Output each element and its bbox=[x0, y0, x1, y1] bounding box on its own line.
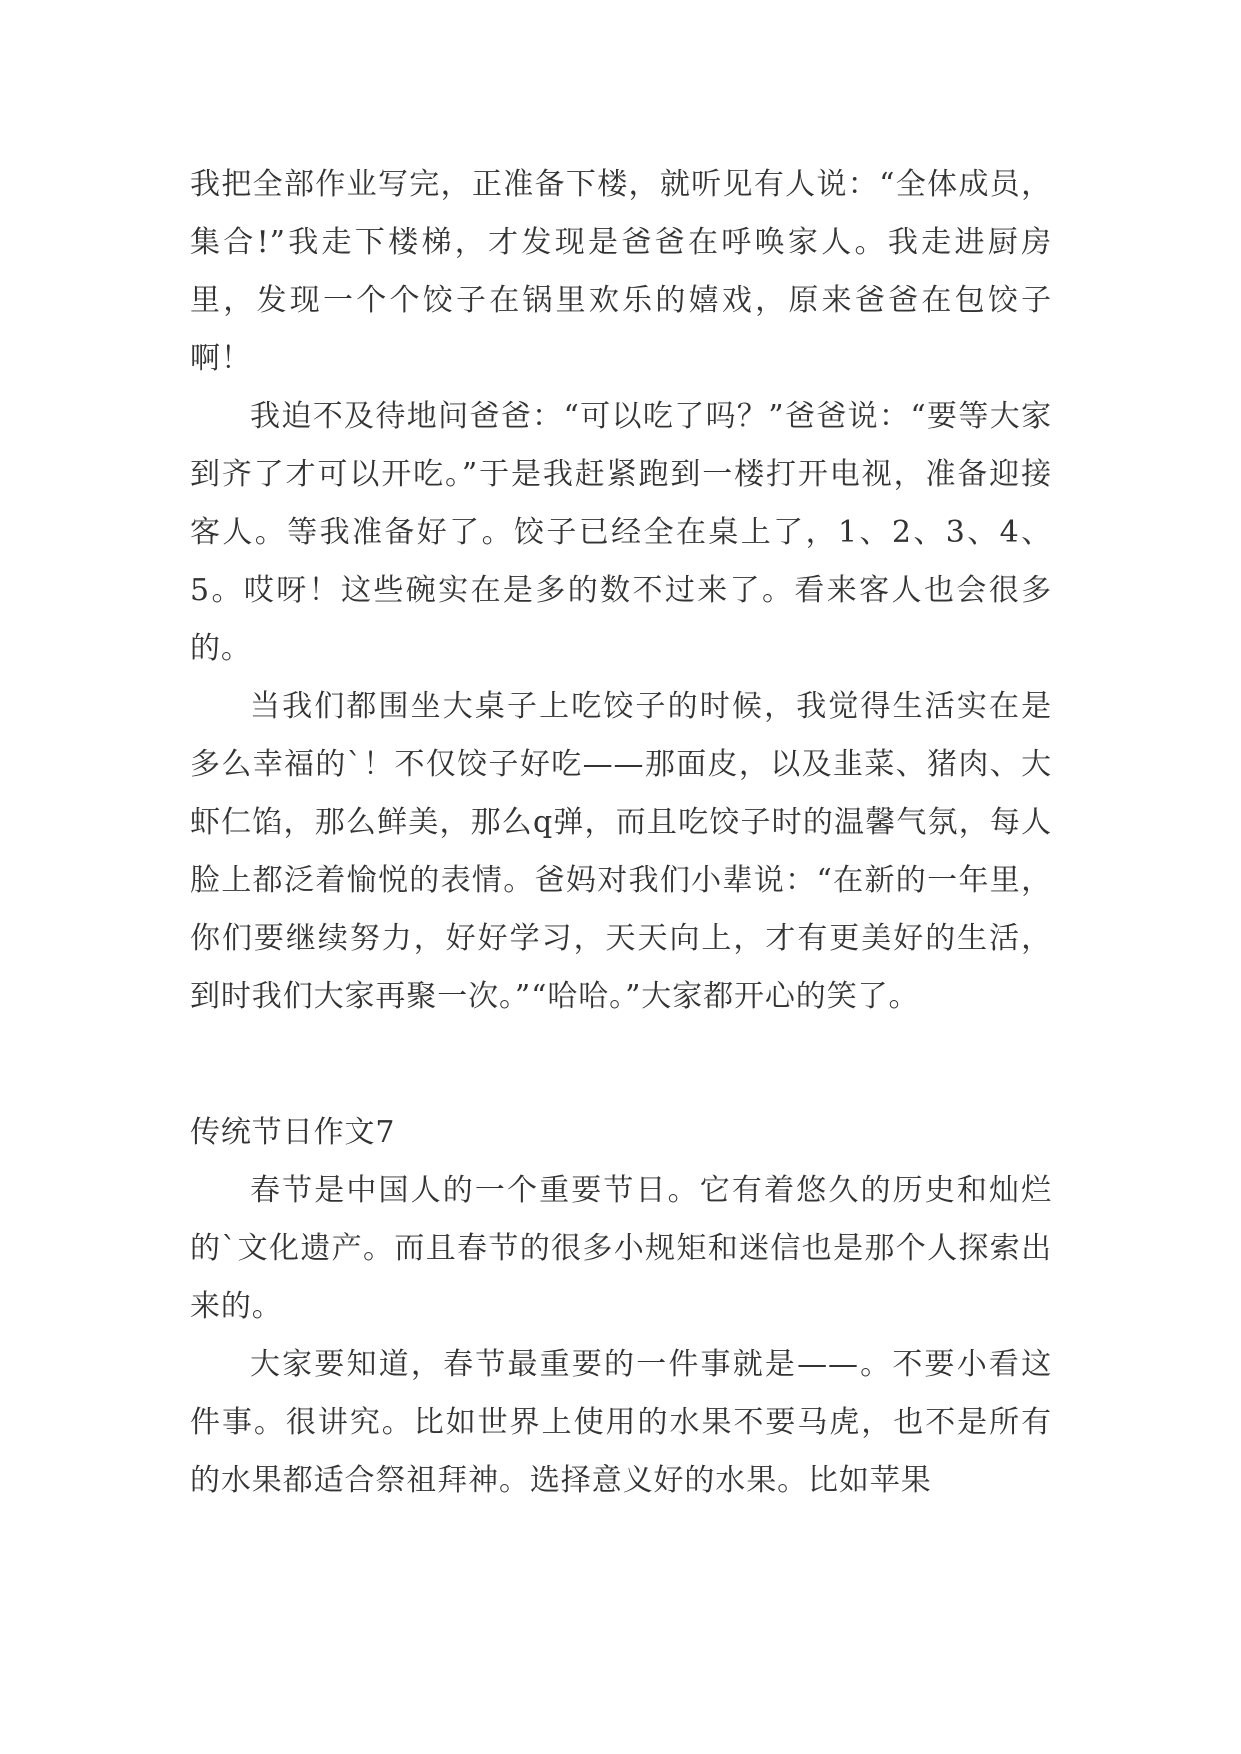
paragraph-4: 春节是中国人的一个重要节日。它有着悠久的历史和灿烂的`文化遗产。而且春节的很多小规矩和迷信也是那个人探索出来的。 bbox=[190, 1173, 1052, 1324]
paragraph-1: 我把全部作业写完，正准备下楼，就听见有人说：“全体成员，集合!”我走下楼梯，才发现是爸爸在呼唤家人。我走进厨房里，发现一个个饺子在锅里欢乐的嬉戏，原来爸爸在包饺子啊！ bbox=[190, 167, 1052, 376]
section-heading: 传统节日作文7 bbox=[190, 1115, 396, 1150]
document-body bbox=[190, 156, 1052, 1510]
paragraph-3: 当我们都围坐大桌子上吃饺子的时候，我觉得生活实在是多么幸福的`！不仅饺子好吃——那面皮，以及韭菜、猪肉、大虾仁馅，那么鲜美，那么q弹，而且吃饺子时的温馨气氛，每人脸上都泛着愉悦的表情。爸妈对我们小辈说：“在新的一年里，你们要继续努力，好好学习，天天向上，才有更美好的生活，到时我们大家再聚一次。”“哈哈。”大家都开心的笑了。 bbox=[190, 689, 1052, 1014]
paragraph-2: 我迫不及待地问爸爸：“可以吃了吗？”爸爸说：“要等大家到齐了才可以开吃。”于是我赶紧跑到一楼打开电视，准备迎接客人。等我准备好了。饺子已经全在桌上了，1、2、3、4、5。哎呀！这些碗实在是多的数不过来了。看来客人也会很多的。 bbox=[190, 399, 1052, 666]
paragraph-5: 大家要知道，春节最重要的一件事就是——。不要小看这件事。很讲究。比如世界上使用的水果不要马虎，也不是所有的水果都适合祭祖拜神。选择意义好的水果。比如苹果 bbox=[190, 1347, 1052, 1498]
